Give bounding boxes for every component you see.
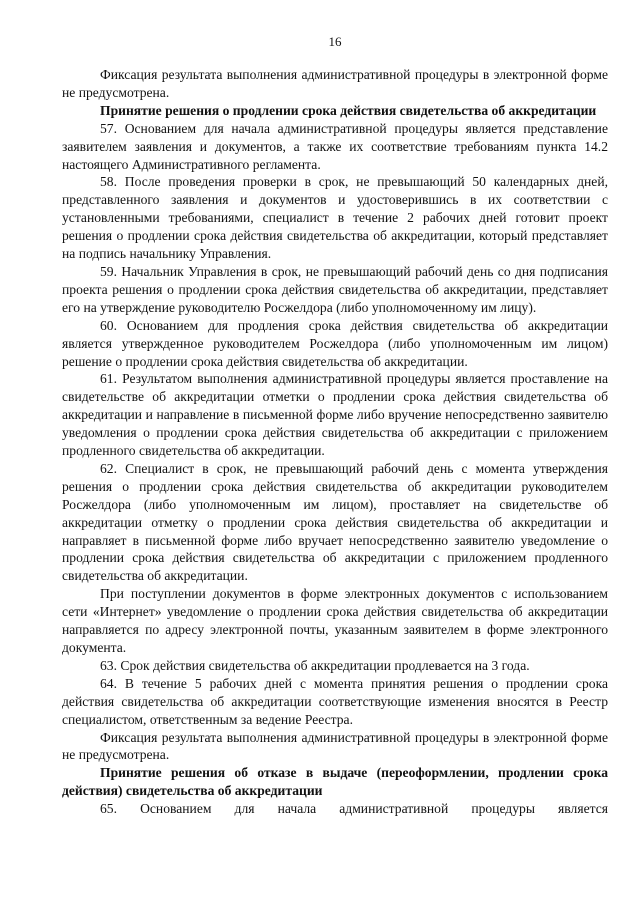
paragraph: 65. Основанием для начала административной процедуры является — [100, 801, 608, 817]
section-heading: Принятие решения о продлении срока действия свидетельства об аккредитации — [100, 102, 597, 118]
paragraph: Фиксация результата выполнения административной процедуры в электронной форме не предусмотрена. — [62, 729, 608, 763]
paragraph: 63. Срок действия свидетельства об аккредитации продлевается на 3 года. — [100, 657, 530, 673]
paragraph: 59. Начальник Управления в срок, не превышающий рабочий день со дня подписания проекта решения о продлении срока действия свидетельства об аккредитации, представляет его на утверждение руководителю Росжелдора (либо уполномоченному им лицу). — [62, 263, 608, 315]
paragraph: 62. Специалист в срок, не превышающий рабочий день с момента утверждения решения о продлении срока действия свидетельства об аккредитации руководителем Росжелдора (либо уполномоченным им лицом), проставляет на свидетельстве об аккредитации отметку о продлении срока действия свидетельства об аккредитации и направляет в письменной форме либо вручает непосредственно заявителю уведомление о продлении срока действия свидетельства об аккредитации с приложением продленного свидетельства об аккредитации. — [62, 460, 608, 584]
paragraph: 57. Основанием для начала административной процедуры является представление заявителем заявления и документов, а также их соответствие требованиям пункта 14.2 настоящего Административного регламента. — [62, 120, 608, 172]
paragraph: 61. Результатом выполнения административной процедуры является проставление на свидетельстве об аккредитации отметки о продлении срока действия свидетельства об аккредитации и направление в письменной форме либо вручение непосредственно заявителю уведомления о продлении срока действия свидетельства об аккредитации с приложением продленного свидетельства об аккредитации. — [62, 371, 608, 459]
section-heading: Принятие решения об отказе в выдаче (переоформлении, продлении срока действия) свидетельства об аккредитации — [62, 765, 608, 799]
paragraph: При поступлении документов в форме электронных документов с использованием сети «Интернет» уведомление о продлении срока действия свидетельства об аккредитации направляется по адресу электронной почты, указанным заявителем в форме электронного документа. — [62, 586, 608, 655]
document-body — [62, 66, 608, 818]
paragraph: 58. После проведения проверки в срок, не превышающий 50 календарных дней, представленного заявления и документов и удостоверившись в их соответствии с установленными требованиями, специалист в течение 2 рабочих дней готовит проект решения о продлении срока действия свидетельства об аккредитации, который представляет на подпись начальнику Управления. — [62, 174, 608, 262]
paragraph: Фиксация результата выполнения административной процедуры в электронной форме не предусмотрена. — [62, 67, 608, 100]
paragraph: 60. Основанием для продления срока действия свидетельства об аккредитации является утвержденное руководителем Росжелдора (либо уполномоченным им лицом) решение о продлении срока действия свидетельства об аккредитации. — [62, 317, 608, 369]
paragraph: 64. В течение 5 рабочих дней с момента принятия решения о продлении срока действия свидетельства об аккредитации соответствующие изменения вносятся в Реестр специалистом, ответственным за ведение Реестра. — [62, 675, 608, 727]
page-number: 16 — [328, 34, 342, 49]
